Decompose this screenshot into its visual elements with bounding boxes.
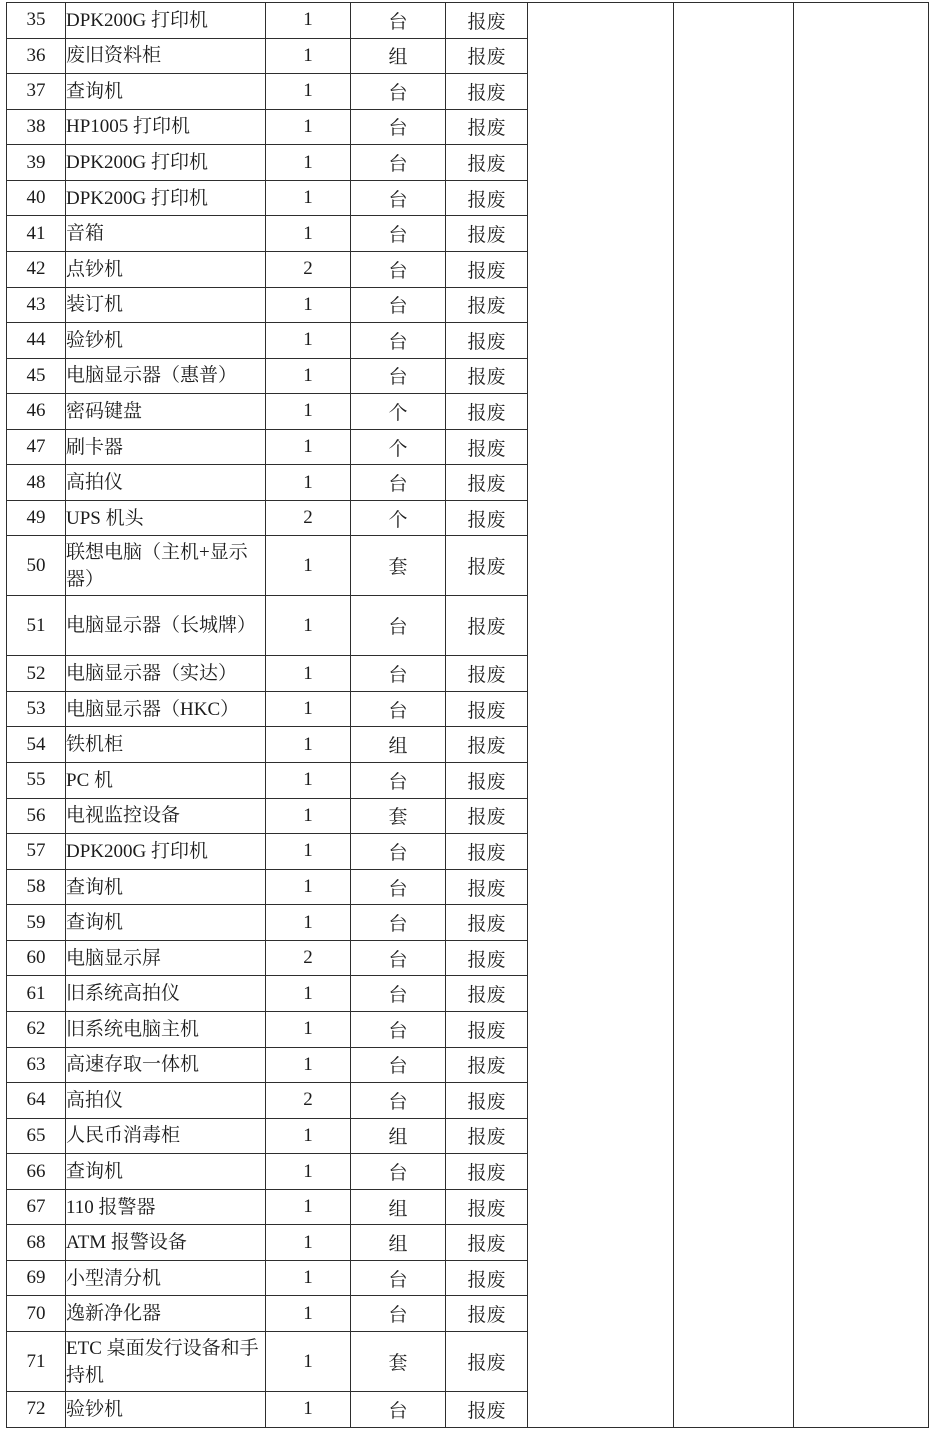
quantity-cell: 1: [266, 1296, 351, 1332]
row-number-cell: 43: [7, 287, 66, 323]
status-cell: 报废: [446, 905, 528, 941]
status-cell: 报废: [446, 74, 528, 110]
row-number-cell: 67: [7, 1189, 66, 1225]
row-number-cell: 35: [7, 3, 66, 39]
status-cell: 报废: [446, 869, 528, 905]
item-name-cell: 查询机: [66, 1154, 266, 1190]
quantity-cell: 1: [266, 358, 351, 394]
row-number-cell: 59: [7, 905, 66, 941]
status-cell: 报废: [446, 251, 528, 287]
item-name-cell: 刷卡器: [66, 429, 266, 465]
status-cell: 报废: [446, 216, 528, 252]
item-name-cell: HP1005 打印机: [66, 109, 266, 145]
row-number-cell: 40: [7, 180, 66, 216]
item-name-cell: 电脑显示器（惠普）: [66, 358, 266, 394]
quantity-cell: 1: [266, 216, 351, 252]
item-name-cell: 验钞机: [66, 1391, 266, 1427]
unit-cell: 台: [351, 251, 446, 287]
unit-cell: 台: [351, 763, 446, 799]
unit-cell: 组: [351, 1118, 446, 1154]
status-cell: 报废: [446, 3, 528, 39]
item-name-cell: 废旧资料柜: [66, 38, 266, 74]
status-cell: 报废: [446, 834, 528, 870]
quantity-cell: 1: [266, 656, 351, 692]
status-cell: 报废: [446, 536, 528, 596]
item-name-cell: 联想电脑（主机+显示器）: [66, 536, 266, 596]
quantity-cell: 1: [266, 536, 351, 596]
item-name-cell: DPK200G 打印机: [66, 180, 266, 216]
status-cell: 报废: [446, 429, 528, 465]
unit-cell: 台: [351, 596, 446, 656]
row-number-cell: 69: [7, 1260, 66, 1296]
item-name-cell: 高速存取一体机: [66, 1047, 266, 1083]
unit-cell: 套: [351, 536, 446, 596]
status-cell: 报废: [446, 596, 528, 656]
unit-cell: 个: [351, 394, 446, 430]
quantity-cell: 1: [266, 145, 351, 181]
quantity-cell: 1: [266, 180, 351, 216]
item-name-cell: DPK200G 打印机: [66, 3, 266, 39]
unit-cell: 台: [351, 1391, 446, 1427]
item-name-cell: 铁机柜: [66, 727, 266, 763]
item-name-cell: 高拍仪: [66, 465, 266, 501]
unit-cell: 台: [351, 3, 446, 39]
unit-cell: 台: [351, 74, 446, 110]
unit-cell: 台: [351, 869, 446, 905]
empty-column-2-cell: [674, 3, 794, 1428]
unit-cell: 台: [351, 287, 446, 323]
quantity-cell: 1: [266, 287, 351, 323]
quantity-cell: 1: [266, 905, 351, 941]
status-cell: 报废: [446, 763, 528, 799]
quantity-cell: 1: [266, 1189, 351, 1225]
row-number-cell: 72: [7, 1391, 66, 1427]
row-number-cell: 53: [7, 691, 66, 727]
row-number-cell: 38: [7, 109, 66, 145]
row-number-cell: 64: [7, 1083, 66, 1119]
quantity-cell: 1: [266, 1154, 351, 1190]
status-cell: 报废: [446, 109, 528, 145]
empty-column-1-cell: [528, 3, 674, 1428]
unit-cell: 台: [351, 656, 446, 692]
unit-cell: 台: [351, 216, 446, 252]
unit-cell: 台: [351, 834, 446, 870]
status-cell: 报废: [446, 976, 528, 1012]
unit-cell: 台: [351, 1083, 446, 1119]
row-number-cell: 36: [7, 38, 66, 74]
unit-cell: 台: [351, 465, 446, 501]
quantity-cell: 1: [266, 1047, 351, 1083]
row-number-cell: 66: [7, 1154, 66, 1190]
item-name-cell: 密码键盘: [66, 394, 266, 430]
item-name-cell: DPK200G 打印机: [66, 834, 266, 870]
item-name-cell: 查询机: [66, 905, 266, 941]
status-cell: 报废: [446, 287, 528, 323]
unit-cell: 台: [351, 1011, 446, 1047]
quantity-cell: 1: [266, 465, 351, 501]
status-cell: 报废: [446, 691, 528, 727]
quantity-cell: 1: [266, 1118, 351, 1154]
unit-cell: 组: [351, 727, 446, 763]
row-number-cell: 49: [7, 500, 66, 536]
row-number-cell: 57: [7, 834, 66, 870]
row-number-cell: 55: [7, 763, 66, 799]
status-cell: 报废: [446, 940, 528, 976]
row-number-cell: 37: [7, 74, 66, 110]
row-number-cell: 48: [7, 465, 66, 501]
item-name-cell: 高拍仪: [66, 1083, 266, 1119]
unit-cell: 个: [351, 429, 446, 465]
quantity-cell: 1: [266, 798, 351, 834]
item-name-cell: 逸新净化器: [66, 1296, 266, 1332]
row-number-cell: 58: [7, 869, 66, 905]
item-name-cell: 装订机: [66, 287, 266, 323]
item-name-cell: ATM 报警设备: [66, 1225, 266, 1261]
row-number-cell: 51: [7, 596, 66, 656]
unit-cell: 组: [351, 1189, 446, 1225]
item-name-cell: 点钞机: [66, 251, 266, 287]
row-number-cell: 47: [7, 429, 66, 465]
status-cell: 报废: [446, 323, 528, 359]
unit-cell: 组: [351, 1225, 446, 1261]
unit-cell: 台: [351, 1154, 446, 1190]
quantity-cell: 1: [266, 1260, 351, 1296]
item-name-cell: 旧系统电脑主机: [66, 1011, 266, 1047]
unit-cell: 台: [351, 940, 446, 976]
quantity-cell: 1: [266, 3, 351, 39]
quantity-cell: 2: [266, 940, 351, 976]
unit-cell: 台: [351, 145, 446, 181]
row-number-cell: 61: [7, 976, 66, 1012]
unit-cell: 套: [351, 1332, 446, 1392]
row-number-cell: 50: [7, 536, 66, 596]
quantity-cell: 1: [266, 976, 351, 1012]
unit-cell: 个: [351, 500, 446, 536]
status-cell: 报废: [446, 394, 528, 430]
item-name-cell: 音箱: [66, 216, 266, 252]
status-cell: 报废: [446, 798, 528, 834]
status-cell: 报废: [446, 1118, 528, 1154]
status-cell: 报废: [446, 1332, 528, 1392]
unit-cell: 台: [351, 691, 446, 727]
quantity-cell: 1: [266, 1391, 351, 1427]
item-name-cell: 电脑显示器（HKC）: [66, 691, 266, 727]
item-name-cell: 电视监控设备: [66, 798, 266, 834]
item-name-cell: 110 报警器: [66, 1189, 266, 1225]
empty-column-3-cell: [794, 3, 929, 1428]
row-number-cell: 56: [7, 798, 66, 834]
quantity-cell: 1: [266, 1011, 351, 1047]
unit-cell: 台: [351, 180, 446, 216]
item-name-cell: ETC 桌面发行设备和手持机: [66, 1332, 266, 1392]
quantity-cell: 1: [266, 596, 351, 656]
item-name-cell: 小型清分机: [66, 1260, 266, 1296]
unit-cell: 台: [351, 976, 446, 1012]
status-cell: 报废: [446, 1296, 528, 1332]
unit-cell: 台: [351, 358, 446, 394]
quantity-cell: 1: [266, 869, 351, 905]
status-cell: 报废: [446, 1189, 528, 1225]
row-number-cell: 63: [7, 1047, 66, 1083]
item-name-cell: 查询机: [66, 74, 266, 110]
row-number-cell: 71: [7, 1332, 66, 1392]
table-row: [7, 3, 929, 39]
row-number-cell: 65: [7, 1118, 66, 1154]
status-cell: 报废: [446, 1260, 528, 1296]
item-name-cell: 电脑显示器（长城牌）: [66, 596, 266, 656]
unit-cell: 台: [351, 109, 446, 145]
row-number-cell: 41: [7, 216, 66, 252]
item-name-cell: PC 机: [66, 763, 266, 799]
unit-cell: 台: [351, 1296, 446, 1332]
quantity-cell: 2: [266, 500, 351, 536]
unit-cell: 台: [351, 1260, 446, 1296]
unit-cell: 台: [351, 323, 446, 359]
quantity-cell: 1: [266, 323, 351, 359]
row-number-cell: 42: [7, 251, 66, 287]
item-name-cell: DPK200G 打印机: [66, 145, 266, 181]
status-cell: 报废: [446, 358, 528, 394]
quantity-cell: 1: [266, 691, 351, 727]
status-cell: 报废: [446, 1225, 528, 1261]
unit-cell: 台: [351, 1047, 446, 1083]
row-number-cell: 70: [7, 1296, 66, 1332]
equipment-table-body: [7, 3, 929, 1428]
row-number-cell: 60: [7, 940, 66, 976]
row-number-cell: 45: [7, 358, 66, 394]
status-cell: 报废: [446, 1011, 528, 1047]
equipment-scrap-table: [6, 2, 929, 1428]
status-cell: 报废: [446, 465, 528, 501]
row-number-cell: 62: [7, 1011, 66, 1047]
quantity-cell: 1: [266, 38, 351, 74]
unit-cell: 套: [351, 798, 446, 834]
quantity-cell: 2: [266, 1083, 351, 1119]
status-cell: 报废: [446, 500, 528, 536]
item-name-cell: UPS 机头: [66, 500, 266, 536]
quantity-cell: 1: [266, 763, 351, 799]
status-cell: 报废: [446, 727, 528, 763]
item-name-cell: 查询机: [66, 869, 266, 905]
status-cell: 报废: [446, 1154, 528, 1190]
status-cell: 报废: [446, 656, 528, 692]
status-cell: 报废: [446, 1391, 528, 1427]
item-name-cell: 电脑显示器（实达）: [66, 656, 266, 692]
item-name-cell: 电脑显示屏: [66, 940, 266, 976]
status-cell: 报废: [446, 1047, 528, 1083]
item-name-cell: 验钞机: [66, 323, 266, 359]
status-cell: 报废: [446, 145, 528, 181]
quantity-cell: 1: [266, 394, 351, 430]
status-cell: 报废: [446, 1083, 528, 1119]
quantity-cell: 2: [266, 251, 351, 287]
quantity-cell: 1: [266, 429, 351, 465]
quantity-cell: 1: [266, 109, 351, 145]
status-cell: 报废: [446, 180, 528, 216]
row-number-cell: 46: [7, 394, 66, 430]
status-cell: 报废: [446, 38, 528, 74]
quantity-cell: 1: [266, 74, 351, 110]
item-name-cell: 人民币消毒柜: [66, 1118, 266, 1154]
quantity-cell: 1: [266, 727, 351, 763]
row-number-cell: 54: [7, 727, 66, 763]
quantity-cell: 1: [266, 834, 351, 870]
row-number-cell: 39: [7, 145, 66, 181]
unit-cell: 台: [351, 905, 446, 941]
row-number-cell: 52: [7, 656, 66, 692]
quantity-cell: 1: [266, 1225, 351, 1261]
unit-cell: 组: [351, 38, 446, 74]
row-number-cell: 68: [7, 1225, 66, 1261]
quantity-cell: 1: [266, 1332, 351, 1392]
row-number-cell: 44: [7, 323, 66, 359]
item-name-cell: 旧系统高拍仪: [66, 976, 266, 1012]
